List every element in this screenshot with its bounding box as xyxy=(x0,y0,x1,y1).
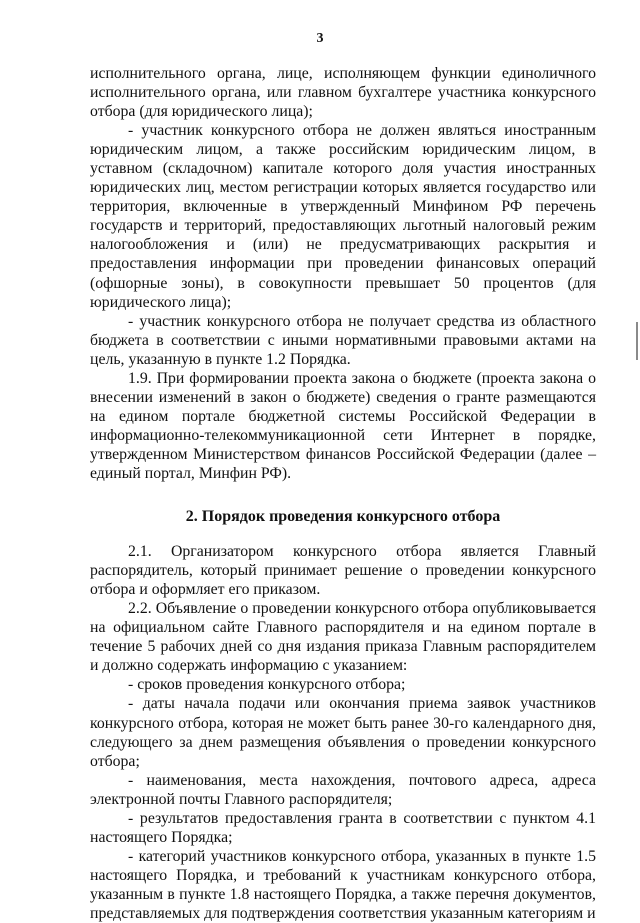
paragraph-regional-budget-requirement: - участник конкурсного отбора не получает средства из областного бюджета в соответствии с иными нормативными правовыми актами на цель, указанную в пункте 1.2 Порядка. xyxy=(90,312,596,368)
page-number: 3 xyxy=(316,31,324,46)
paragraph-2-1: 2.1. Организатором конкурсного отбора является Главный распорядитель, который принимает решение о проведении конкурсного отбора и оформляет его приказом. xyxy=(90,543,596,599)
list-item-selection-terms: - сроков проведения конкурсного отбора; xyxy=(128,676,406,694)
section-2-title: 2. Порядок проведения конкурсного отбора xyxy=(185,508,501,526)
list-item-organizer-contacts: - наименования, места нахождения, почтового адреса, адреса электронной почты Главного распорядителя; xyxy=(90,771,596,808)
document-body xyxy=(90,64,596,923)
list-item-participant-categories: - категорий участников конкурсного отбора, указанных в пункте 1.5 настоящего Порядка, и требований к участникам конкурсного отбора, указанным в пункте 1.8 настоящего Порядка, а также перечня документов, представляемых для подтверждения соответствия указанным категориям и xyxy=(90,847,596,922)
list-item-grant-results: - результатов предоставления гранта в соответствии с пунктом 4.1 настоящего Порядка; xyxy=(90,809,596,846)
paragraph-foreign-entity-requirement: - участник конкурсного отбора не должен являться иностранным юридическим лицом, а также российским юридическим лицом, в уставном (складочном) капитале которого доля участия иностранных юридических лиц, местом регистрации которых является государство или территория, включенные в утвержденный Минфином РФ перечень государств и территорий, предоставляющих льготный налоговый режим налогообложения и (или) не предусматривающих раскрытия и предоставления информации при проведении финансовых операций (офшорные зоны), в совокупности превышает 50 процентов (для юридического лица); xyxy=(90,122,596,311)
paragraph-1-9: 1.9. При формировании проекта закона о бюджете (проекта закона о внесении изменений в закон о бюджете) сведения о гранте размещаются на едином портале бюджетной системы Российской Федерации в информационно-телекоммуникационной сети Интернет в порядке, утвержденном Министерством финансов Российской Федерации (далее – единый портал, Минфин РФ). xyxy=(90,369,596,482)
paragraph-2-2: 2.2. Объявление о проведении конкурсного отбора опубликовывается на официальном сайте Главного распорядителя и на едином портале в течение 5 рабочих дней со дня издания приказа Главным распорядителем и должно содержать информацию с указанием: xyxy=(90,600,596,675)
list-item-application-dates: - даты начала подачи или окончания приема заявок участников конкурсного отбора, которая не может быть ранее 30-го календарного дня, следующего за днем размещения объявления о проведении конкурсного отбора; xyxy=(90,695,596,770)
scan-margin-mark xyxy=(636,322,638,360)
paragraph-continuation: исполнительного органа, лице, исполняющем функции единоличного исполнительного органа, или главном бухгалтере участника конкурсного отбора (для юридического лица); xyxy=(90,65,596,121)
